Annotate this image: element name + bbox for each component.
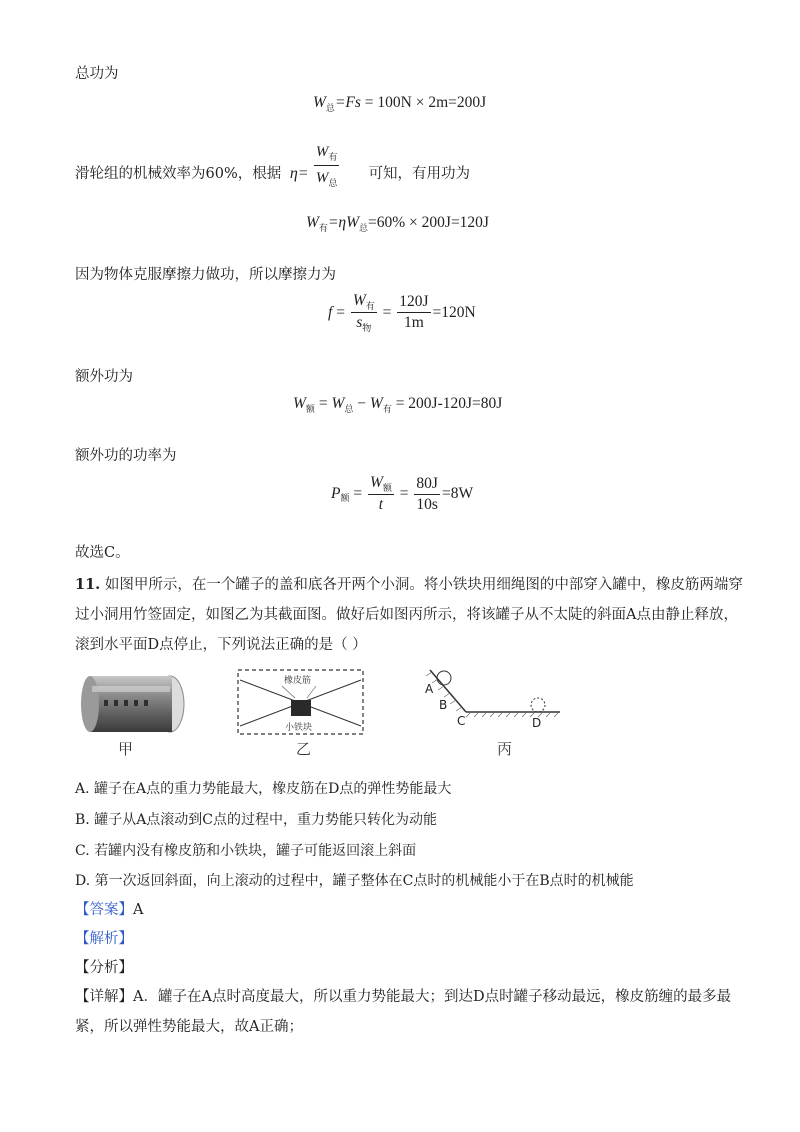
question-line-1: 11. 如图甲所示，在一个罐子的盖和底各开两个小洞。将小铁块用细绳图的中部穿入罐中，橡皮筋两端穿	[75, 576, 743, 593]
point-d-label: D	[532, 716, 542, 730]
iron-block-label: 小铁块	[285, 723, 313, 733]
detail-line-1: 【详解】A．罐子在A点时高度最大，所以重力势能最大；到达D点时罐子移动最远，橡皮筋缠的最多最	[75, 989, 732, 1005]
caption-jia: 甲	[118, 740, 134, 758]
equation-total-work: $W_总=Fs = 100N \times 2m=200J$	[313, 94, 487, 113]
answer-label: 【答案】	[75, 902, 133, 918]
conclusion: 故选C。	[75, 545, 130, 561]
answer-value: A	[133, 902, 144, 918]
efficiency-line: 滑轮组的机械效率为60%，根据 η= $W_有$ $W_总$ 可知，有用功为	[75, 144, 470, 188]
equation-useful-work: $W_有=\eta W_总=60\% \times 200J=120J$	[306, 214, 489, 233]
answer-line	[75, 900, 143, 920]
extra-power-label: 额外功的功率为	[75, 448, 177, 464]
efficiency-formula: η= $W_有$ $W_总$	[289, 144, 338, 188]
point-c-label: C	[457, 714, 466, 728]
question-line-2: 过小洞用竹签固定，如图乙为其截面图。做好后如图丙所示，将该罐子从不太陡的斜面A点由静止释放，	[75, 607, 738, 623]
caption-bing: 丙	[497, 740, 513, 758]
point-b-label: B	[439, 698, 448, 712]
friction-label: 因为物体克服摩擦力做功，所以摩擦力为	[75, 267, 336, 283]
option-a: A. 罐子在A点的重力势能最大，橡皮筋在D点的弹性势能最大	[75, 781, 452, 797]
analysis-label: 【解析】	[75, 931, 133, 947]
equation-friction: f = $\frac{W_有}{s_物}$ = $\frac{120J}{1m}$ =120N	[328, 292, 476, 333]
extra-work-label: 额外功为	[75, 369, 133, 385]
equation-extra-work: $W_额 = W_总 - W_有 = 200J-120J=80J$	[293, 395, 503, 414]
option-b: B. 罐子从A点滚动到C点的过程中，重力势能只转化为动能	[75, 812, 438, 828]
rubber-band-label: 橡皮筋	[284, 676, 312, 686]
equation-extra-power: P 额 = $\frac{W_额}{t}$ = $\frac{80J}{10s}$ =8W	[331, 474, 474, 513]
point-a-label: A	[425, 682, 434, 696]
option-d: D. 第一次返回斜面，向上滚动的过程中，罐子整体在C点时的机械能小于在B点时的机械能	[75, 873, 634, 889]
fenxi-label: 【分析】	[75, 960, 133, 976]
total-work-label: 总功为	[75, 66, 119, 82]
option-c: C. 若罐内没有橡皮筋和小铁块，罐子可能返回滚上斜面	[75, 843, 417, 859]
detail-line-2: 紧，所以弹性势能最大，故A正确；	[75, 1019, 303, 1035]
question-line-3: 滚到水平面D点停止，下列说法正确的是（ ）	[75, 637, 367, 653]
can-photo-figure	[78, 668, 188, 743]
question-number: 11.	[75, 576, 101, 593]
caption-yi: 乙	[296, 740, 312, 758]
